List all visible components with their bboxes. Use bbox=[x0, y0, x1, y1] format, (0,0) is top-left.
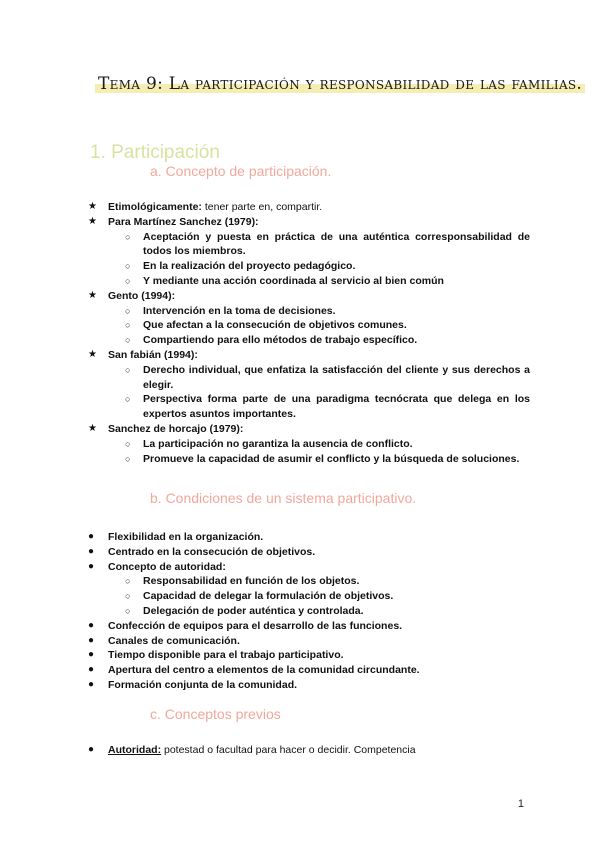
sub-list-item bbox=[125, 333, 530, 348]
sub-item-text: Y mediante una acción coordinada al servicio al bien común bbox=[143, 274, 444, 287]
sub-list-item bbox=[125, 574, 530, 589]
circle-bullet-icon: ○ bbox=[125, 335, 131, 346]
list-item bbox=[88, 663, 530, 678]
circle-bullet-icon: ○ bbox=[125, 275, 131, 286]
circle-bullet-icon: ○ bbox=[125, 364, 131, 375]
circle-bullet-icon: ○ bbox=[125, 261, 131, 272]
list-item bbox=[88, 634, 530, 649]
item-text: Canales de comunicación. bbox=[108, 634, 240, 647]
item-text: tener parte en, compartir. bbox=[201, 201, 323, 213]
sub-list bbox=[88, 230, 530, 289]
circle-bullet-icon: ○ bbox=[125, 394, 131, 405]
item-text: Apertura del centro a elementos de la comunidad circundante. bbox=[108, 664, 420, 677]
dot-bullet-icon: ● bbox=[88, 531, 95, 542]
circle-bullet-icon: ○ bbox=[125, 231, 131, 242]
sub-item-text: En la realización del proyecto pedagógico. bbox=[143, 260, 356, 273]
circle-bullet-icon: ○ bbox=[125, 305, 131, 316]
dot-bullet-icon: ● bbox=[88, 649, 95, 661]
star-bullet-icon: ★ bbox=[88, 201, 97, 212]
dot-bullet-icon: ● bbox=[88, 619, 95, 631]
list-item bbox=[88, 530, 530, 545]
sub-list-item bbox=[125, 363, 530, 393]
section-heading-participacion: 1. Participación bbox=[90, 142, 220, 163]
item-text: Flexibilidad en la organización. bbox=[108, 531, 264, 543]
circle-bullet-icon: ○ bbox=[125, 605, 131, 616]
circle-bullet-icon: ○ bbox=[125, 453, 131, 464]
sub-item-text: Delegación de poder auténtica y controlada. bbox=[143, 604, 364, 617]
sub-item-text: Responsabilidad en función de los objetos. bbox=[143, 575, 360, 588]
list-item bbox=[88, 619, 530, 634]
dot-bullet-icon: ● bbox=[88, 545, 95, 557]
subheading-conceptos-previos: c. Conceptos previos bbox=[150, 706, 281, 722]
star-bullet-icon: ★ bbox=[88, 215, 97, 227]
dot-bullet-icon: ● bbox=[88, 678, 95, 690]
sub-list-item bbox=[125, 274, 530, 289]
page-title bbox=[95, 74, 585, 94]
item-label: Gento (1994): bbox=[108, 289, 176, 302]
sub-item-text: Que afectan a la consecución de objetivos comunes. bbox=[143, 319, 407, 332]
sub-item-text: Promueve la capacidad de asumir el conflicto y la búsqueda de soluciones. bbox=[143, 452, 520, 465]
sub-item-text: La participación no garantiza la ausencia de conflicto. bbox=[143, 437, 413, 450]
sub-item-text: Intervención en la toma de decisiones. bbox=[143, 304, 336, 317]
item-text: Tiempo disponible para el trabajo participativo. bbox=[108, 649, 344, 662]
item-text: Formación conjunta de la comunidad. bbox=[108, 678, 298, 691]
sub-item-text: Capacidad de delegar la formulación de objetivos. bbox=[143, 590, 394, 603]
list-item bbox=[88, 678, 530, 693]
list-item bbox=[88, 422, 530, 466]
subheading-condiciones: b. Condiciones de un sistema participativo. bbox=[150, 490, 417, 506]
sub-list bbox=[88, 363, 530, 422]
circle-bullet-icon: ○ bbox=[125, 576, 131, 587]
star-bullet-icon: ★ bbox=[88, 348, 97, 360]
list-item bbox=[88, 545, 530, 560]
sub-list-item bbox=[125, 259, 530, 274]
dot-bullet-icon: ● bbox=[88, 744, 95, 755]
circle-bullet-icon: ○ bbox=[125, 320, 131, 331]
sub-list bbox=[88, 304, 530, 348]
page-number: 1 bbox=[517, 798, 524, 810]
list-item bbox=[88, 560, 530, 619]
sub-list-item bbox=[125, 304, 530, 319]
item-text: Confección de equipos para el desarrollo de las funciones. bbox=[108, 619, 403, 632]
circle-bullet-icon: ○ bbox=[125, 438, 131, 449]
sub-item-text: Perspectiva forma parte de una paradigma tecnócrata que delega en los expertos asuntos importantes. bbox=[143, 393, 530, 421]
item-label: San fabián (1994): bbox=[108, 348, 198, 361]
conditions-list bbox=[88, 530, 530, 693]
dot-bullet-icon: ● bbox=[88, 634, 95, 646]
sub-list-item bbox=[125, 604, 530, 619]
list-item bbox=[88, 200, 530, 215]
dot-bullet-icon: ● bbox=[88, 664, 95, 676]
sub-list-item bbox=[125, 452, 530, 467]
item-label: Autoridad: bbox=[108, 744, 162, 756]
title-block bbox=[95, 74, 583, 94]
circle-bullet-icon: ○ bbox=[125, 591, 131, 602]
sub-list-item bbox=[125, 437, 530, 452]
item-text: Concepto de autoridad: bbox=[108, 560, 226, 573]
concept-list bbox=[88, 200, 530, 466]
list-item bbox=[88, 348, 530, 422]
sub-list bbox=[88, 574, 530, 618]
item-label: Etimológicamente: bbox=[108, 201, 202, 213]
star-bullet-icon: ★ bbox=[88, 289, 97, 301]
star-bullet-icon: ★ bbox=[88, 422, 97, 434]
item-text: potestad o facultad para hacer o decidir. Competencia bbox=[161, 744, 416, 756]
subheading-concepto: a. Concepto de participación. bbox=[150, 163, 332, 179]
page-title-text: Tema 9: La participación y responsabilidad de las familias. bbox=[98, 74, 583, 94]
sub-list-item bbox=[125, 318, 530, 333]
item-label: Sanchez de horcajo (1979): bbox=[108, 422, 244, 435]
list-item bbox=[88, 289, 530, 348]
item-label: Para Martínez Sanchez (1979): bbox=[108, 215, 259, 228]
dot-bullet-icon: ● bbox=[88, 560, 95, 572]
sub-list-item bbox=[125, 589, 530, 604]
sub-list-item bbox=[125, 392, 530, 422]
item-text: Centrado en la consecución de objetivos. bbox=[108, 545, 316, 558]
sub-item-text: Compartiendo para ello métodos de trabajo específico. bbox=[143, 334, 418, 347]
previous-concepts-list bbox=[88, 743, 530, 758]
sub-item-text: Derecho individual, que enfatiza la satisfacción del cliente y sus derechos a elegir. bbox=[143, 363, 530, 391]
list-item bbox=[88, 743, 530, 758]
list-item bbox=[88, 215, 530, 289]
list-item bbox=[88, 648, 530, 663]
sub-list bbox=[88, 437, 530, 467]
sub-list-item bbox=[125, 230, 530, 260]
sub-item-text: Aceptación y puesta en práctica de una auténtica corresponsabilidad de todos los miembros. bbox=[143, 230, 530, 258]
